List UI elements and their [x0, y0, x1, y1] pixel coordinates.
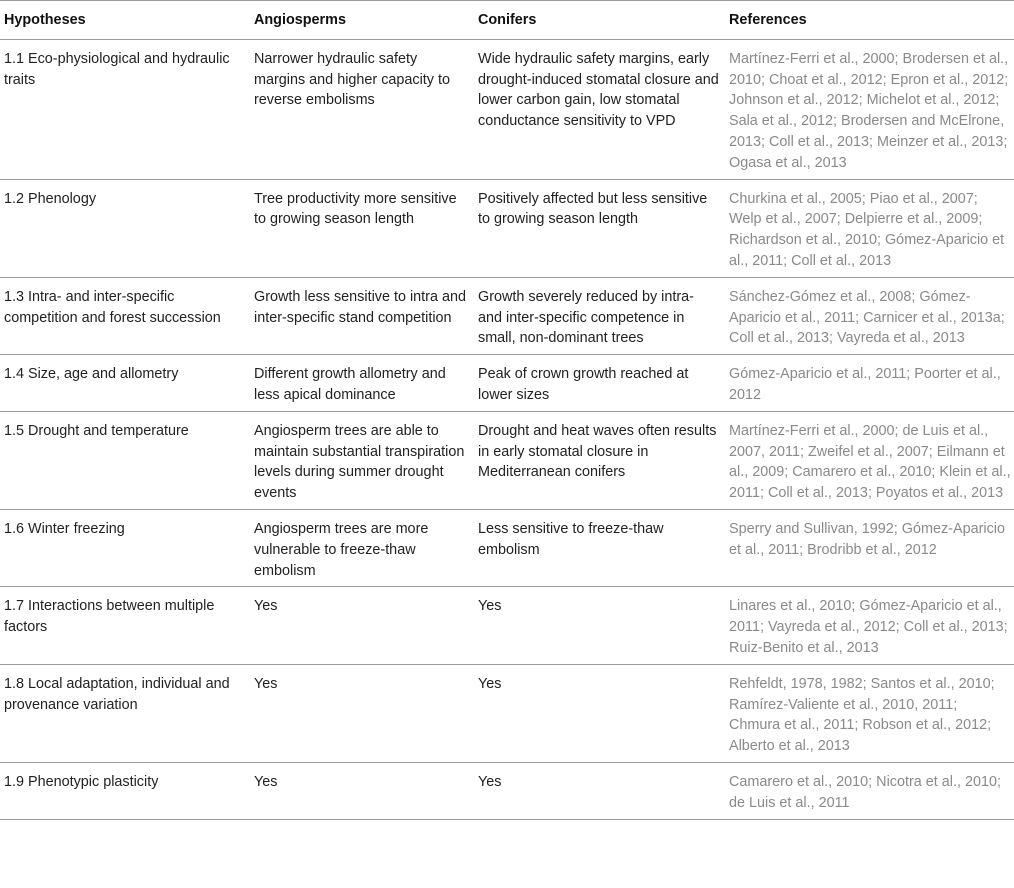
conifers-cell: Positively affected but less sensitive to growing season length: [474, 179, 725, 277]
table-row: [0, 664, 1014, 762]
references-cell: Camarero et al., 2010; Nicotra et al., 2010; de Luis et al., 2011: [725, 762, 1014, 819]
angiosperms-cell: Yes: [250, 664, 474, 762]
table-row: [0, 179, 1014, 277]
angiosperms-cell: Angiosperm trees are more vulnerable to freeze-thaw embolism: [250, 509, 474, 586]
references-cell: Churkina et al., 2005; Piao et al., 2007; Welp et al., 2007; Delpierre et al., 2009; Richardson et al., 2010; Gómez-Aparicio et al., 2011; Coll et al., 2013: [725, 179, 1014, 277]
conifers-cell: Wide hydraulic safety margins, early drought-induced stomatal closure and lower carbon gain, low stomatal conductance sensitivity to VPD: [474, 39, 725, 179]
table-row: [0, 587, 1014, 664]
table-row: [0, 762, 1014, 819]
header-hypotheses: Hypotheses: [0, 1, 250, 40]
references-cell: Linares et al., 2010; Gómez-Aparicio et al., 2011; Vayreda et al., 2012; Coll et al., 2013; Ruiz-Benito et al., 2013: [725, 587, 1014, 664]
hypothesis-cell: 1.3 Intra- and inter-specific competition and forest succession: [0, 277, 250, 354]
table-row: [0, 411, 1014, 509]
angiosperms-cell: Tree productivity more sensitive to growing season length: [250, 179, 474, 277]
hypothesis-cell: 1.6 Winter freezing: [0, 509, 250, 586]
conifers-cell: Yes: [474, 762, 725, 819]
header-angiosperms: Angiosperms: [250, 1, 474, 40]
hypothesis-cell: 1.5 Drought and temperature: [0, 411, 250, 509]
table-row: [0, 509, 1014, 586]
conifers-cell: Yes: [474, 664, 725, 762]
angiosperms-cell: Yes: [250, 762, 474, 819]
hypothesis-cell: 1.9 Phenotypic plasticity: [0, 762, 250, 819]
angiosperms-cell: Narrower hydraulic safety margins and higher capacity to reverse embolisms: [250, 39, 474, 179]
references-cell: Martínez-Ferri et al., 2000; Brodersen et al., 2010; Choat et al., 2012; Epron et al., 2012; Johnson et al., 2012; Michelot et al., 2012; Sala et al., 2012; Brodersen and McElrone, 2013; Coll et al., 2013; Meinzer et al., 2013; Ogasa et al., 2013: [725, 39, 1014, 179]
conifers-cell: Yes: [474, 587, 725, 664]
hypothesis-cell: 1.7 Interactions between multiple factors: [0, 587, 250, 664]
references-cell: Sperry and Sullivan, 1992; Gómez-Aparicio et al., 2011; Brodribb et al., 2012: [725, 509, 1014, 586]
angiosperms-cell: Different growth allometry and less apical dominance: [250, 355, 474, 412]
conifers-cell: Drought and heat waves often results in early stomatal closure in Mediterranean conifers: [474, 411, 725, 509]
table-row: [0, 355, 1014, 412]
angiosperms-cell: Growth less sensitive to intra and inter-specific stand competition: [250, 277, 474, 354]
references-cell: Martínez-Ferri et al., 2000; de Luis et al., 2007, 2011; Zweifel et al., 2007; Eilmann et al., 2009; Camarero et al., 2010; Klein et al., 2011; Coll et al., 2013; Poyatos et al., 2013: [725, 411, 1014, 509]
header-references: References: [725, 1, 1014, 40]
conifers-cell: Less sensitive to freeze-thaw embolism: [474, 509, 725, 586]
table-body: [0, 39, 1014, 819]
angiosperms-cell: Yes: [250, 587, 474, 664]
angiosperms-cell: Angiosperm trees are able to maintain substantial transpiration levels during summer drought events: [250, 411, 474, 509]
conifers-cell: Growth severely reduced by intra- and inter-specific competence in small, non-dominant trees: [474, 277, 725, 354]
header-conifers: Conifers: [474, 1, 725, 40]
references-cell: Rehfeldt, 1978, 1982; Santos et al., 2010; Ramírez-Valiente et al., 2010, 2011; Chmura et al., 2011; Robson et al., 2012; Alberto et al., 2013: [725, 664, 1014, 762]
hypothesis-cell: 1.1 Eco-physiological and hydraulic traits: [0, 39, 250, 179]
references-cell: Sánchez-Gómez et al., 2008; Gómez-Aparicio et al., 2011; Carnicer et al., 2013a; Coll et al., 2013; Vayreda et al., 2013: [725, 277, 1014, 354]
references-cell: Gómez-Aparicio et al., 2011; Poorter et al., 2012: [725, 355, 1014, 412]
table-row: [0, 39, 1014, 179]
hypothesis-cell: 1.4 Size, age and allometry: [0, 355, 250, 412]
hypothesis-cell: 1.8 Local adaptation, individual and provenance variation: [0, 664, 250, 762]
table-header: [0, 1, 1014, 40]
conifers-cell: Peak of crown growth reached at lower sizes: [474, 355, 725, 412]
hypothesis-cell: 1.2 Phenology: [0, 179, 250, 277]
table-row: [0, 277, 1014, 354]
header-row: [0, 1, 1014, 40]
